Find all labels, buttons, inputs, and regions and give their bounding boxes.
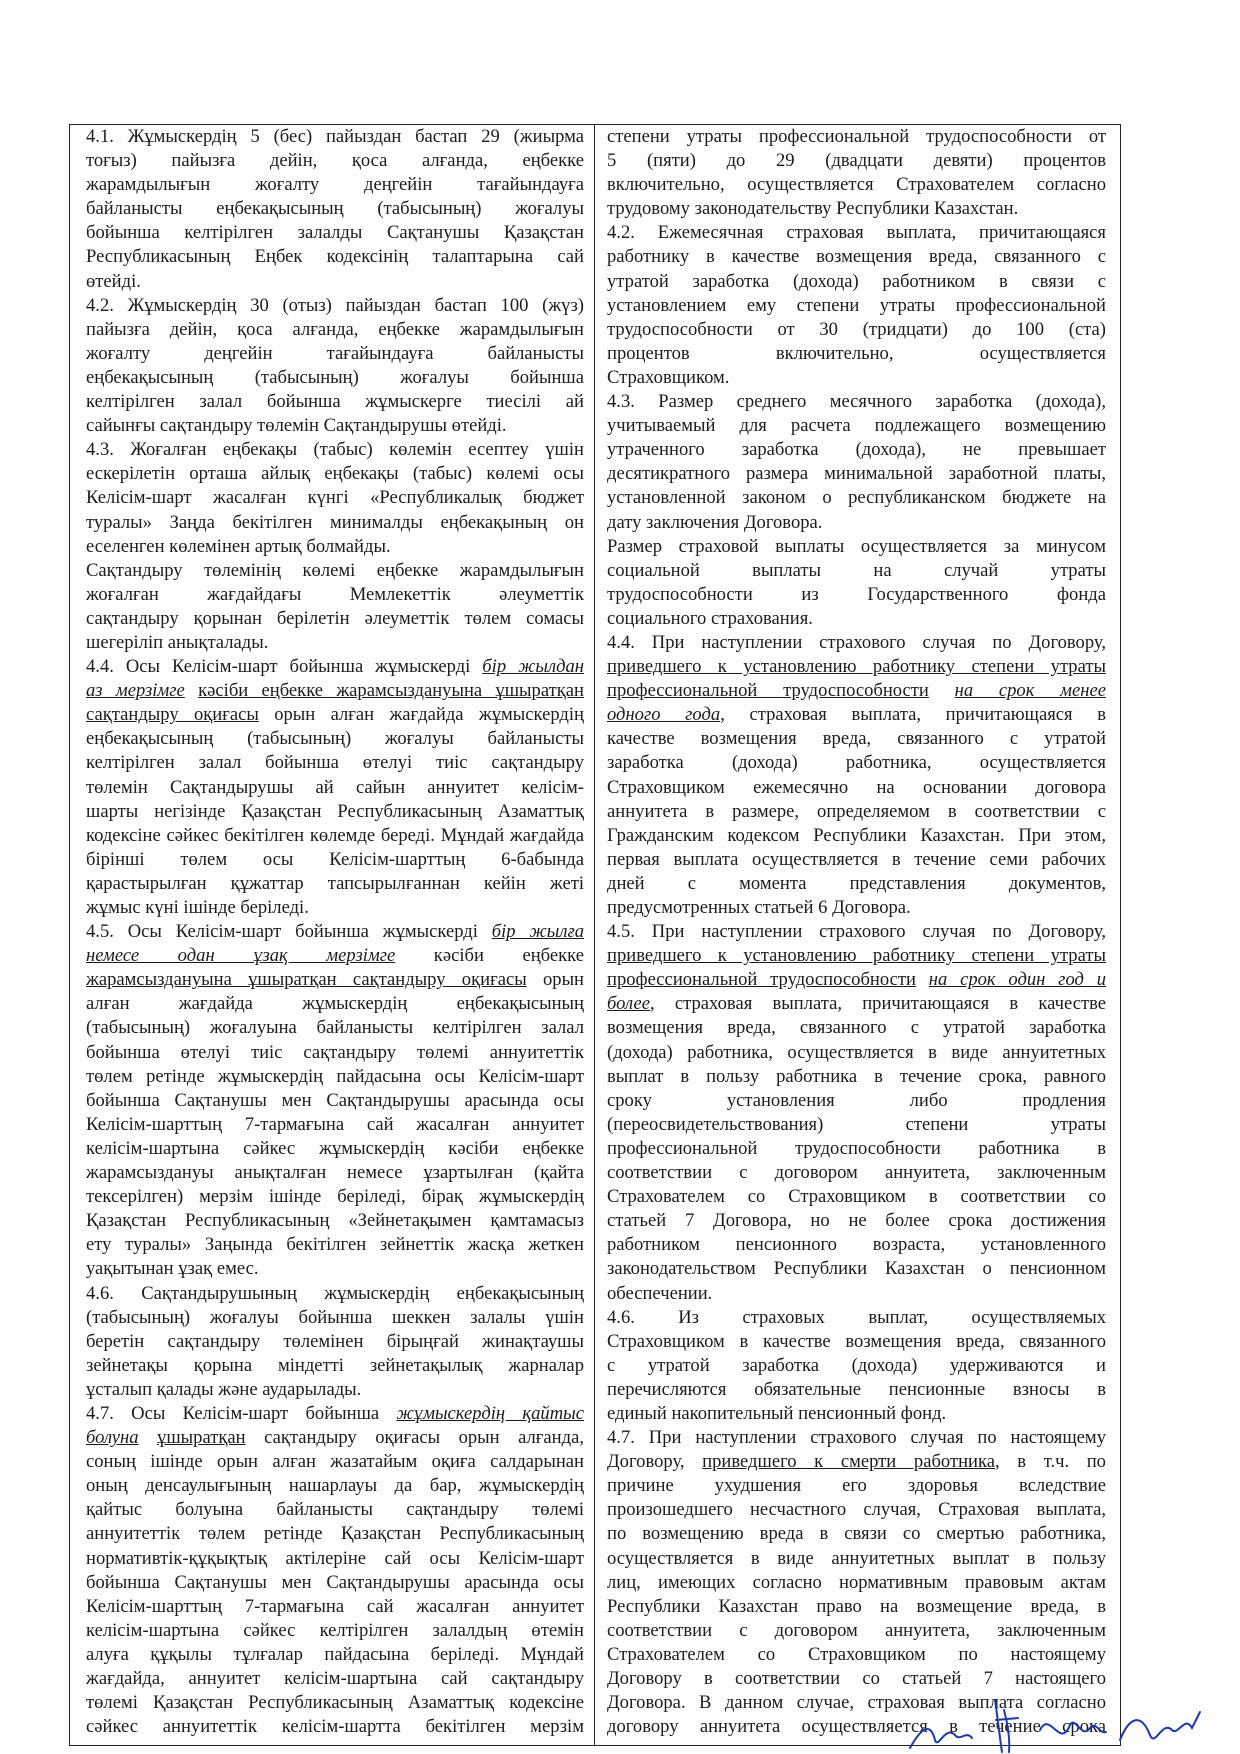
- russian-line: соответствии с договором аннуитета, заключенным: [607, 1162, 1106, 1184]
- kazakh-line: Келісім-шарттың 7-тармағына сай жасалған аннуитет: [86, 1113, 584, 1135]
- russian-line: трудоспособности из Государственного фонда: [607, 583, 1106, 605]
- kazakh-line: 4.6. Сақтандырушының жұмыскердің еңбекақысының: [86, 1282, 584, 1304]
- russian-line: работнику в качестве возмещения вреда, связанного с: [607, 246, 1106, 268]
- russian-line: Размер страховой выплаты осуществляется за минусом: [607, 535, 1106, 557]
- kazakh-line: болуна ұшыратқан сақтандыру оқиғасы орын алғанда,: [86, 1427, 584, 1449]
- kazakh-line: нормативтік-құқықтық актілеріне сай осы Келісім-шарт: [86, 1547, 584, 1569]
- emphasis-text: жарамсыздануына ұшыратқан сақтандыру оқиғасы: [86, 969, 527, 991]
- signature-mark-1: [910, 1729, 972, 1748]
- russian-line: включительно, осуществляется Страхователем согласно: [607, 174, 1106, 196]
- kazakh-line: ескерілетін орташа айлық еңбекақы (табыс) көлемі осы: [86, 463, 584, 485]
- russian-line: Страховщиком в качестве возмещения вреда, связанного: [607, 1330, 1106, 1352]
- kazakh-line: немесе одан ұзақ мерзімге кәсіби еңбекке: [86, 945, 584, 967]
- emphasis-text: одного года: [607, 704, 721, 726]
- emphasis-text: аз мерзімге: [86, 680, 185, 702]
- emphasis-text: немесе одан ұзақ мерзімге: [86, 945, 396, 967]
- kazakh-line: шарты негізінде Қазақстан Республикасының Азаматтық: [86, 800, 584, 822]
- russian-line: более, страховая выплата, причитающаяся в качестве: [607, 993, 1106, 1015]
- russian-line: установленной законом о республиканском бюджете на: [607, 487, 1106, 509]
- signatures: [900, 1690, 1230, 1754]
- kazakh-line: жарамсыздануына ұшыратқан сақтандыру оқиғасы орын: [86, 969, 584, 991]
- russian-line: 4.3. Размер среднего месячного заработка (дохода),: [607, 391, 1106, 413]
- kazakh-line: Қазақстан Республикасының «Зейнетақымен қамтамасыз: [86, 1210, 584, 1232]
- signature-mark-3: [1040, 1723, 1106, 1734]
- emphasis-text: приведшего к установлению работнику степени утраты: [607, 656, 1106, 678]
- kazakh-line: 4.3. Жоғалған еңбекақы (табыс) көлемін есептеу үшін: [86, 439, 584, 461]
- russian-line: [607, 968, 1106, 992]
- kazakh-line: кодексіне сәйкес бекітілген көлемде береді. Мұндай жағдайда: [86, 824, 584, 846]
- russian-line: [607, 679, 1106, 703]
- kazakh-line: еңбекақысының (табысының) жоғалуы бойынша: [86, 366, 584, 388]
- kazakh-line: еңбекақысының (табысының) жоғалуы байланысты: [86, 728, 584, 750]
- kazakh-line: сәйкес аннуитеттік келісім-шартта бекітілген мерзім: [86, 1716, 584, 1738]
- russian-line: дней с момента представления документов,: [607, 872, 1106, 894]
- russian-line: возмещения вреда, связанного с утратой заработка: [607, 1017, 1106, 1039]
- russian-line: произошедшего несчастного случая, Страховая выплата,: [607, 1499, 1106, 1521]
- russian-line: Договора. В данном случае, страховая выплата согласно: [607, 1692, 1106, 1714]
- russian-column: [595, 125, 1120, 1745]
- kazakh-line: қарастырылған құжаттар тапсырылғаннан кейін жеті: [86, 872, 584, 894]
- russian-line: обеспечении.: [607, 1282, 713, 1304]
- emphasis-text: приведшего к смерти работника: [702, 1451, 995, 1473]
- russian-line: дату заключения Договора.: [607, 511, 823, 533]
- emphasis-text: бір жылға: [491, 921, 584, 943]
- russian-line: предусмотренных статьей 6 Договора.: [607, 897, 911, 918]
- russian-line: одного года, страховая выплата, причитающаяся в: [607, 704, 1106, 726]
- kazakh-line: 4.2. Жұмыскердің 30 (отыз) пайыздан бастап 100 (жүз): [86, 294, 584, 316]
- russian-line: выплат в пользу работника в течение срока, равного: [607, 1065, 1106, 1087]
- kazakh-line: (табысының) жоғалуына байланысты келтірілген залал: [86, 1017, 584, 1039]
- emphasis-text: сақтандыру оқиғасы: [86, 704, 259, 726]
- kazakh-line: келісім-шартына сәйкес келтірілген залалдың өтемін: [86, 1619, 584, 1641]
- kazakh-line: жарамсыздануы анықталған немесе ұзартылған (қайта: [86, 1162, 584, 1184]
- emphasis-text: бір жылдан: [482, 656, 584, 678]
- emphasis-text: кәсіби еңбекке жарамсыздануына ұшыратқан: [198, 680, 584, 702]
- kazakh-line: Келісім-шарттың 7-тармағына сай жасалған аннуитет: [86, 1595, 584, 1617]
- kazakh-line: келісім-шартына сәйкес жұмыскердің кәсіби еңбекке: [86, 1137, 584, 1159]
- russian-line: по возмещению вреда в связи со смертью работника,: [607, 1523, 1106, 1545]
- emphasis-text: на срок один год и: [928, 969, 1106, 991]
- emphasis-text: профессиональной трудоспособности: [607, 680, 929, 702]
- kazakh-line: тексерілген) мерзім ішінде беріледі, бірақ жұмыскердің: [86, 1186, 584, 1208]
- kazakh-line: шегеріліп анықталады.: [86, 631, 269, 653]
- russian-line: осуществляется в виде аннуитетных выплат в пользу: [607, 1547, 1106, 1569]
- kazakh-line: өтейді.: [86, 270, 141, 292]
- emphasis-text: более: [607, 993, 651, 1015]
- kazakh-line: ұсталып қалады және аударылады.: [86, 1378, 362, 1400]
- russian-line: [607, 655, 1106, 679]
- russian-line: работником пенсионного возраста, установленного: [607, 1234, 1106, 1256]
- russian-line: договору аннуитета осуществляется в течение срока: [607, 1716, 1106, 1738]
- russian-line: с утратой заработка (дохода) удерживаются и: [607, 1354, 1106, 1376]
- russian-line: статьей 7 Договора, но не более срока достижения: [607, 1210, 1106, 1232]
- kazakh-line: 4.4. Осы Келісім-шарт бойынша жұмыскерді бір жылдан: [86, 656, 584, 678]
- kazakh-line: пайызға дейін, қоса алғанда, еңбекке жарамдылығын: [86, 318, 584, 340]
- russian-line: утратой заработка (дохода) работником в связи с: [607, 270, 1106, 292]
- kazakh-line: Келісім-шарт жасалған күнгі «Республикалық бюджет: [86, 487, 584, 509]
- russian-line: сроку установления либо продления: [607, 1089, 1106, 1111]
- kazakh-line: уақытынан ұзақ емес.: [86, 1258, 259, 1280]
- kazakh-line: аннуитеттік төлем ретінде Қазақстан Республикасының: [86, 1523, 584, 1545]
- russian-line: трудовому законодательству Республики Казахстан.: [607, 198, 1019, 220]
- russian-line: процентов включительно, осуществляется: [607, 342, 1106, 364]
- russian-line: лиц, имеющих согласно нормативным правовым актам: [607, 1571, 1106, 1593]
- kazakh-line: қайтыс болуына байланысты сақтандыру төлемі: [86, 1499, 584, 1521]
- russian-line: утраченного заработка (дохода), не превышает: [607, 439, 1106, 461]
- russian-line: Гражданским кодексом Республики Казахстан. При этом,: [607, 824, 1106, 846]
- emphasis-text: на срок менее: [954, 680, 1106, 702]
- russian-line: профессиональной трудоспособности работника в: [607, 1137, 1106, 1159]
- kazakh-line: бойынша Сақтанушы мен Сақтандырушы арасында осы: [86, 1571, 584, 1593]
- kazakh-line: бірінші төлем осы Келісім-шарттың 6-бабында: [86, 848, 584, 870]
- kazakh-line: бойынша келтірілген залалды Сақтанушы Қазақстан: [86, 222, 584, 244]
- kazakh-line: сақтандыру қорынан берілетін әлеуметтік төлем сомасы: [86, 607, 584, 629]
- emphasis-text: ұшыратқан: [157, 1427, 246, 1449]
- kazakh-line: соның ішінде орын алған жазатайым оқиға салдарынан: [86, 1451, 584, 1473]
- russian-line: Страхователем со Страховщиком по настоящему: [607, 1643, 1106, 1665]
- kazakh-line: жұмыс күні ішінде беріледі.: [86, 897, 309, 918]
- kazakh-line: жоғалту деңгейін тағайындауға байланысты: [86, 342, 584, 364]
- kazakh-line: келтірілген залал бойынша жұмыскерге тиесілі ай: [86, 391, 584, 413]
- russian-line: 4.7. При наступлении страхового случая по настоящему: [607, 1427, 1106, 1449]
- russian-line: Страховщиком ежемесячно на основании договора: [607, 776, 1106, 798]
- russian-line: трудоспособности от 30 (тридцати) до 100 (ста): [607, 318, 1106, 340]
- kazakh-column: [70, 125, 595, 1745]
- kazakh-line: [86, 679, 584, 703]
- russian-line: (дохода) работника, осуществляется в виде аннуитетных: [607, 1041, 1106, 1063]
- russian-line: законодательством Республики Казахстан о пенсионном: [607, 1258, 1106, 1280]
- kazakh-line: сайынғы сақтандыру төлемін Сақтандырушы өтейді.: [86, 415, 507, 437]
- russian-line: (переосвидетельствования) степени утраты: [607, 1113, 1106, 1135]
- bilingual-contract-table: [69, 124, 1121, 1746]
- russian-line: Республики Казахстан право на возмещение вреда, в: [607, 1595, 1106, 1617]
- kazakh-line: 4.7. Осы Келісім-шарт бойынша жұмыскердің қайтыс: [86, 1402, 584, 1424]
- russian-line: учитываемый для расчета подлежащего возмещению: [607, 415, 1106, 437]
- kazakh-line: беретін сақтандыру төлемінен бірыңғай жинақтаушы: [86, 1330, 584, 1352]
- russian-line: [607, 944, 1106, 968]
- russian-line: аннуитета в размере, определяемом в соответствии с: [607, 800, 1106, 822]
- kazakh-line: бойынша Сақтанушы мен Сақтандырушы арасында осы: [86, 1089, 584, 1111]
- emphasis-text: болуна: [86, 1427, 139, 1449]
- russian-line: качестве возмещения вреда, связанного с утратой: [607, 728, 1106, 750]
- russian-line: Договору, приведшего к смерти работника, в т.ч. по: [607, 1451, 1106, 1473]
- russian-line: единый накопительный пенсионный фонд.: [607, 1402, 947, 1424]
- russian-line: социальной выплаты на случай утраты: [607, 559, 1106, 581]
- kazakh-line: төлемі Қазақстан Республикасының Азаматтық кодексіне: [86, 1692, 584, 1714]
- kazakh-line: еселенген көлемінен артық болмайды.: [86, 535, 391, 557]
- kazakh-line: туралы» Заңда бекітілген минималды еңбекақының он: [86, 511, 584, 533]
- russian-line: 4.6. Из страховых выплат, осуществляемых: [607, 1306, 1106, 1328]
- signature-mark-4: [1120, 1712, 1200, 1740]
- kazakh-line: төлемін Сақтандырушы ай сайын аннуитет келісім-: [86, 776, 584, 798]
- kazakh-line: (табысының) жоғалуы бойынша шеккен залалы үшін: [86, 1306, 584, 1328]
- kazakh-line: байланысты еңбекақысының (табысының) жоғалуы: [86, 198, 584, 220]
- russian-line: Страхователем со Страховщиком в соответствии со: [607, 1186, 1106, 1208]
- kazakh-line: алуға құқылы тұлғалар пайдасына беріледі. Мұндай: [86, 1643, 584, 1665]
- kazakh-line: тоғыз) пайызға дейін, қоса алғанда, еңбекке: [86, 150, 584, 172]
- russian-line: 4.2. Ежемесячная страховая выплата, причитающаяся: [607, 222, 1106, 244]
- russian-line: 4.5. При наступлении страхового случая по Договору,: [607, 921, 1106, 943]
- russian-line: 4.4. При наступлении страхового случая по Договору,: [607, 631, 1106, 653]
- kazakh-line: зейнетақы қорына міндетті зейнетақылық жарналар: [86, 1354, 584, 1376]
- russian-line: причине ухудшения его здоровья вследствие: [607, 1475, 1106, 1497]
- russian-line: десятикратного размера минимальной заработной платы,: [607, 463, 1106, 485]
- kazakh-line: ету туралы» Заңында бекітілген зейнеттік жасқа жеткен: [86, 1234, 584, 1256]
- russian-line: соответствии с договором аннуитета, заключенным: [607, 1619, 1106, 1641]
- kazakh-line: оның денсаулығының нашарлауы да бар, жұмыскердің: [86, 1475, 584, 1497]
- kazakh-line: Республикасының Еңбек кодексінің талаптарына сай: [86, 246, 584, 268]
- emphasis-text: приведшего к установлению работнику степени утраты: [607, 945, 1106, 967]
- kazakh-line: Сақтандыру төлемінің көлемі еңбекке жарамдылығын: [86, 559, 584, 581]
- kazakh-line: бойынша өтелуі тиіс сақтандыру төлемі аннуитеттік: [86, 1041, 584, 1063]
- russian-line: Страховщиком.: [607, 366, 730, 388]
- russian-line: первая выплата осуществляется в течение семи рабочих: [607, 848, 1106, 870]
- kazakh-line: 4.5. Осы Келісім-шарт бойынша жұмыскерді бір жылға: [86, 921, 584, 943]
- emphasis-text: жұмыскердің қайтыс: [396, 1402, 584, 1424]
- kazakh-line: 4.1. Жұмыскердің 5 (бес) пайыздан бастап 29 (жиырма: [86, 126, 584, 147]
- russian-line: установлением ему степени утраты профессиональной: [607, 294, 1106, 316]
- kazakh-line: жарамдылығын жоғалту деңгейін тағайындауға: [86, 174, 584, 196]
- kazakh-line: төлем ретінде жұмыскердің пайдасына осы Келісім-шарт: [86, 1065, 584, 1087]
- russian-line: перечисляются обязательные пенсионные взносы в: [607, 1378, 1106, 1400]
- signature-mark-2: [995, 1700, 1018, 1752]
- kazakh-line: жоғалған жағдайдағы Мемлекеттік әлеуметтік: [86, 583, 584, 605]
- russian-line: 5 (пяти) до 29 (двадцати девяти) процентов: [607, 150, 1106, 172]
- russian-line: социального страхования.: [607, 607, 813, 629]
- kazakh-line: алған жағдайда жұмыскердің еңбекақысының: [86, 993, 584, 1015]
- russian-line: степени утраты профессиональной трудоспособности от: [607, 126, 1106, 147]
- kazakh-line: жағдайда, аннуитет келісім-шартына сай сақтандыру: [86, 1668, 584, 1689]
- kazakh-line: сақтандыру оқиғасы орын алған жағдайда жұмыскердің: [86, 704, 584, 726]
- russian-line: Договору в соответствии со статьей 7 настоящего: [607, 1668, 1106, 1689]
- russian-line: заработка (дохода) работника, осуществляется: [607, 752, 1106, 774]
- emphasis-text: профессиональной трудоспособности: [607, 969, 916, 991]
- kazakh-line: келтірілген залал бойынша өтелуі тиіс сақтандыру: [86, 752, 584, 774]
